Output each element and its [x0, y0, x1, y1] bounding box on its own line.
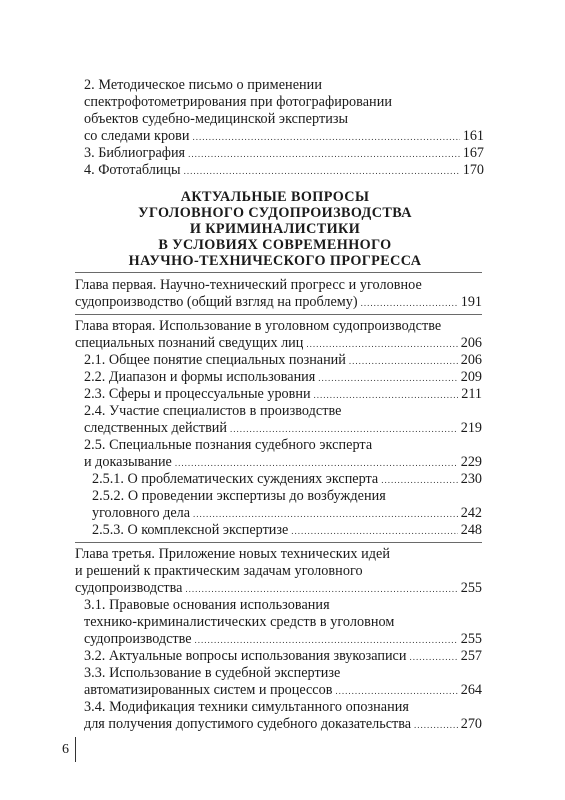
entry-title: судопроизводство (общий взгляд на проблему): [75, 294, 358, 310]
entry-title: для получения допустимого судебного доказательства: [84, 716, 412, 732]
toc-entry-2-3[interactable]: [84, 386, 482, 404]
entry-3-1-line-1: 3.1. Правовые основания использования: [84, 597, 330, 613]
toc-entry-chapter-2[interactable]: [75, 335, 482, 353]
entry-title: со следами крови: [84, 128, 190, 144]
entry-title: 4. Фототаблицы: [84, 162, 181, 178]
entry-title: 2.2. Диапазон и формы использования: [84, 369, 316, 385]
entry-title: 3.2. Актуальные вопросы использования звукозаписи: [84, 648, 407, 664]
page-ref: 255: [460, 580, 482, 596]
dot-leader: [175, 455, 458, 472]
toc-entry-2-5-3[interactable]: [92, 522, 482, 540]
toc-entry-2-5-1[interactable]: [92, 471, 482, 489]
toc-entry-2-2[interactable]: [84, 369, 482, 387]
section-heading-line-5: НАУЧНО-ТЕХНИЧЕСКОГО ПРОГРЕССА: [128, 253, 422, 269]
dot-leader: [335, 683, 457, 700]
entry-title: и доказывание: [84, 454, 172, 470]
entry-3-1-line-2: технико-криминалистических средств в уголовном: [84, 614, 395, 630]
toc-entry-2-1[interactable]: [84, 352, 482, 370]
entry-3-4-line-1: 3.4. Модификация техники симультанного опознания: [84, 699, 410, 715]
entry-title: 3. Библиография: [84, 145, 186, 161]
entry-3-3-line-1: 3.3. Использование в судебной экспертизе: [84, 665, 341, 681]
divider: [75, 272, 482, 273]
divider: [75, 542, 482, 543]
page-number-rule: [75, 737, 76, 762]
dot-leader: [349, 353, 458, 370]
chapter-3-line-2: и решений к практическим задачам уголовного: [75, 563, 363, 579]
dot-leader: [314, 387, 459, 404]
page-ref: 206: [460, 335, 482, 351]
toc-entry-3-4[interactable]: [84, 716, 482, 734]
page-ref: 264: [460, 682, 482, 698]
page-number: 6: [62, 742, 69, 757]
page-ref: 230: [460, 471, 482, 487]
entry-2-5-line-1: 2.5. Специальные познания судебного эксперта: [84, 437, 373, 453]
appendix-item-2-line-1: 2. Методическое письмо о применении: [84, 77, 322, 93]
page-ref: 167: [462, 145, 484, 161]
page-ref: 161: [462, 128, 484, 144]
dot-leader: [188, 146, 460, 163]
appendix-item-2-line-2: спектрофотометрирования при фотографировании: [84, 94, 392, 110]
page-ref: 229: [460, 454, 482, 470]
page-ref: 170: [462, 162, 484, 178]
entry-title: 2.1. Общее понятие специальных познаний: [84, 352, 346, 368]
page-ref: 211: [461, 386, 482, 402]
section-heading-line-1: АКТУАЛЬНЫЕ ВОПРОСЫ: [180, 189, 370, 205]
page-ref: 248: [460, 522, 482, 538]
divider: [75, 314, 482, 315]
page-ref: 191: [460, 294, 482, 310]
appendix-item-2-line-3: объектов судебно-медицинской экспертизы: [84, 111, 349, 127]
dot-leader: [230, 421, 458, 438]
page-ref: 209: [460, 369, 482, 385]
page-ref: 219: [460, 420, 482, 436]
toc-entry-2-5[interactable]: [84, 454, 482, 472]
chapter-2-line-1: Глава вторая. Использование в уголовном судопроизводстве: [75, 318, 442, 334]
entry-title: 2.3. Сферы и процессуальные уровни: [84, 386, 311, 402]
toc-entry-appendix-3[interactable]: [84, 145, 484, 163]
dot-leader: [195, 632, 458, 649]
dot-leader: [193, 506, 458, 523]
section-heading-line-3: И КРИМИНАЛИСТИКИ: [189, 221, 361, 237]
dot-leader: [306, 336, 457, 353]
page-ref: 206: [460, 352, 482, 368]
dot-leader: [414, 717, 458, 734]
section-heading-line-2: УГОЛОВНОГО СУДОПРОИЗВОДСТВА: [138, 205, 412, 221]
dot-leader: [381, 472, 458, 489]
dot-leader: [192, 129, 459, 146]
entry-title: 2.5.1. О проблематических суждениях эксперта: [92, 471, 379, 487]
toc-entry-3-3[interactable]: [84, 682, 482, 700]
toc-entry-2-4[interactable]: [84, 420, 482, 438]
page-ref: 242: [460, 505, 482, 521]
chapter-3-line-1: Глава третья. Приложение новых технических идей: [75, 546, 391, 562]
entry-title: судопроизводстве: [84, 631, 192, 647]
dot-leader: [318, 370, 457, 387]
dot-leader: [184, 163, 460, 180]
entry-title: автоматизированных систем и процессов: [84, 682, 333, 698]
entry-title: 2.5.3. О комплексной экспертизе: [92, 522, 289, 538]
entry-2-5-2-line-1: 2.5.2. О проведении экспертизы до возбуждения: [92, 488, 386, 504]
section-heading-line-4: В УСЛОВИЯХ СОВРЕМЕННОГО: [158, 237, 392, 253]
entry-title: уголовного дела: [92, 505, 191, 521]
dot-leader: [291, 523, 457, 540]
toc-entry-3-2[interactable]: [84, 648, 482, 666]
dot-leader: [409, 649, 457, 666]
entry-title: судопроизводства: [75, 580, 183, 596]
toc-entry-appendix-2[interactable]: [84, 128, 484, 146]
toc-entry-appendix-4[interactable]: [84, 162, 484, 180]
toc-entry-chapter-3[interactable]: [75, 580, 482, 598]
dot-leader: [361, 295, 458, 312]
entry-title: следственных действий: [84, 420, 227, 436]
page-ref: 270: [460, 716, 482, 732]
toc-entry-2-5-2[interactable]: [92, 505, 482, 523]
toc-entry-chapter-1[interactable]: [75, 294, 482, 312]
entry-title: специальных познаний сведущих лиц: [75, 335, 304, 351]
chapter-1-line-1: Глава первая. Научно-технический прогресс и уголовное: [75, 277, 422, 293]
dot-leader: [185, 581, 457, 598]
page-ref: 255: [460, 631, 482, 647]
page-ref: 257: [460, 648, 482, 664]
entry-2-4-line-1: 2.4. Участие специалистов в производстве: [84, 403, 342, 419]
toc-entry-3-1[interactable]: [84, 631, 482, 649]
